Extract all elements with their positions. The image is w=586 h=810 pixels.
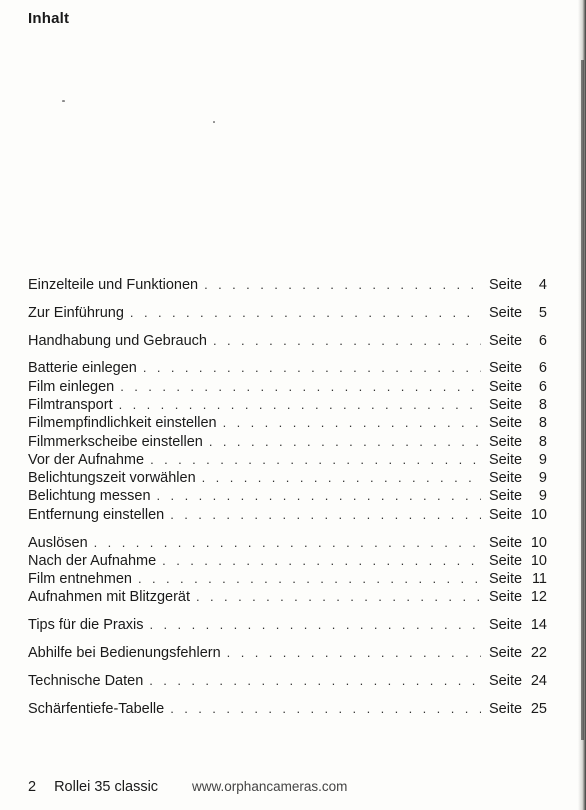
toc-seite: Seite xyxy=(489,589,523,606)
toc-row[interactable] xyxy=(28,433,547,451)
toc-seite: Seite xyxy=(489,672,523,689)
toc-label: Handhabung und Gebrauch xyxy=(28,332,207,349)
dot-leader xyxy=(162,552,481,570)
toc-label: Einzelteile und Funktionen xyxy=(28,277,199,293)
toc-label: Vor der Aufnahme xyxy=(28,451,145,468)
dot-leader xyxy=(149,672,481,690)
toc-seite: Seite xyxy=(489,277,523,293)
toc-label: Film einlegen xyxy=(28,378,115,395)
toc-row[interactable] xyxy=(28,332,547,350)
toc-label: Belichtung messen xyxy=(28,488,151,505)
toc-label: Schärfentiefe-Tabelle xyxy=(28,700,165,717)
toc-label: Auslösen xyxy=(28,534,88,551)
toc-row[interactable] xyxy=(28,534,547,552)
dot-leader xyxy=(150,451,481,469)
toc-row[interactable] xyxy=(28,700,547,718)
toc-seite: Seite xyxy=(489,506,523,523)
toc-page-number: 9 xyxy=(538,470,547,487)
dot-leader xyxy=(196,588,481,606)
toc-label: Batterie einlegen xyxy=(28,360,137,377)
toc-page-number: 6 xyxy=(538,332,547,349)
toc-label: Belichtungszeit vorwählen xyxy=(28,470,196,487)
toc-seite: Seite xyxy=(489,645,523,662)
toc-label: Abhilfe bei Bedienungsfehlern xyxy=(28,645,221,662)
dot-leader xyxy=(227,644,481,662)
toc-label: Technische Daten xyxy=(28,672,144,689)
dot-leader xyxy=(209,433,481,451)
toc-seite: Seite xyxy=(489,360,523,377)
toc-seite: Seite xyxy=(489,451,523,468)
toc-page-number: 9 xyxy=(538,488,547,505)
toc-row[interactable] xyxy=(28,396,547,414)
toc-page-number: 8 xyxy=(538,415,547,432)
scan-speck xyxy=(62,100,65,102)
dot-leader xyxy=(170,700,481,718)
dot-leader xyxy=(157,487,481,505)
toc-seite: Seite xyxy=(489,470,523,487)
toc-label: Zur Einführung xyxy=(28,304,124,321)
toc-page-number: 8 xyxy=(538,433,547,450)
toc-seite: Seite xyxy=(489,433,523,450)
toc-seite: Seite xyxy=(489,332,523,349)
dot-leader xyxy=(213,332,481,350)
toc-label: Filmempfindlichkeit einstellen xyxy=(28,415,217,432)
toc-seite: Seite xyxy=(489,552,523,569)
page-title: Inhalt xyxy=(28,10,70,27)
dot-leader xyxy=(202,469,481,487)
toc-seite: Seite xyxy=(489,534,523,551)
toc-page-number: 12 xyxy=(530,589,547,606)
dot-leader xyxy=(94,534,481,552)
toc-page-number: 11 xyxy=(531,571,547,588)
dot-leader xyxy=(120,378,481,396)
toc-seite: Seite xyxy=(489,488,523,505)
toc-label: Nach der Aufnahme xyxy=(28,552,157,569)
toc-seite: Seite xyxy=(489,617,523,634)
toc-page-number: 22 xyxy=(530,645,547,662)
toc-page-number: 8 xyxy=(538,396,547,413)
dot-leader xyxy=(150,616,482,634)
toc-page-number: 10 xyxy=(530,506,547,523)
toc-page-number: 4 xyxy=(538,277,547,293)
dot-leader xyxy=(119,396,481,414)
toc-label: Aufnahmen mit Blitzgerät xyxy=(28,589,190,606)
dot-leader xyxy=(204,276,481,294)
toc-seite: Seite xyxy=(489,378,523,395)
footer-page-number: 2 xyxy=(28,779,37,795)
toc-row[interactable] xyxy=(28,672,547,690)
dot-leader xyxy=(138,570,481,588)
footer-model-name: Rollei 35 classic xyxy=(54,779,159,795)
toc-row[interactable] xyxy=(28,414,547,432)
toc-row[interactable] xyxy=(28,487,547,505)
dot-leader xyxy=(130,304,481,322)
toc-page-number: 14 xyxy=(530,617,547,634)
dot-leader xyxy=(223,414,481,432)
toc-row[interactable] xyxy=(28,616,547,634)
page-footer xyxy=(28,779,347,795)
toc-seite: Seite xyxy=(489,304,523,321)
toc-page-number: 5 xyxy=(538,304,547,321)
toc-row[interactable] xyxy=(28,304,547,322)
toc-label: Tips für die Praxis xyxy=(28,617,144,634)
toc-seite: Seite xyxy=(489,415,523,432)
toc-page-number: 25 xyxy=(530,700,547,717)
toc-row[interactable] xyxy=(28,469,547,487)
toc-seite: Seite xyxy=(489,571,523,588)
page-edge-line xyxy=(581,60,584,740)
scan-speck xyxy=(213,121,215,123)
toc-row[interactable] xyxy=(28,552,547,570)
toc-seite: Seite xyxy=(489,700,523,717)
toc-page-number: 6 xyxy=(538,378,547,395)
toc-label: Filmtransport xyxy=(28,396,113,413)
footer-url[interactable]: www.orphancameras.com xyxy=(192,779,348,794)
toc-row[interactable] xyxy=(28,276,547,294)
toc-seite: Seite xyxy=(489,396,523,413)
toc-row[interactable] xyxy=(28,359,547,377)
toc-page-number: 10 xyxy=(530,552,547,569)
toc-page-number: 24 xyxy=(530,672,547,689)
dot-leader xyxy=(143,359,481,377)
toc-row[interactable] xyxy=(28,570,547,588)
toc-label: Filmmerkscheibe einstellen xyxy=(28,433,203,450)
toc-label: Entfernung einstellen xyxy=(28,506,165,523)
toc-row[interactable] xyxy=(28,644,547,662)
toc-row[interactable] xyxy=(28,506,547,524)
dot-leader xyxy=(170,506,481,524)
toc-label: Film entnehmen xyxy=(28,571,132,588)
toc-page-number: 10 xyxy=(530,534,547,551)
toc-page-number: 9 xyxy=(538,451,547,468)
toc-row[interactable] xyxy=(28,451,547,469)
toc-row[interactable] xyxy=(28,378,547,396)
toc-page-number: 6 xyxy=(538,360,547,377)
table-of-contents xyxy=(28,276,547,718)
toc-row[interactable] xyxy=(28,588,547,606)
